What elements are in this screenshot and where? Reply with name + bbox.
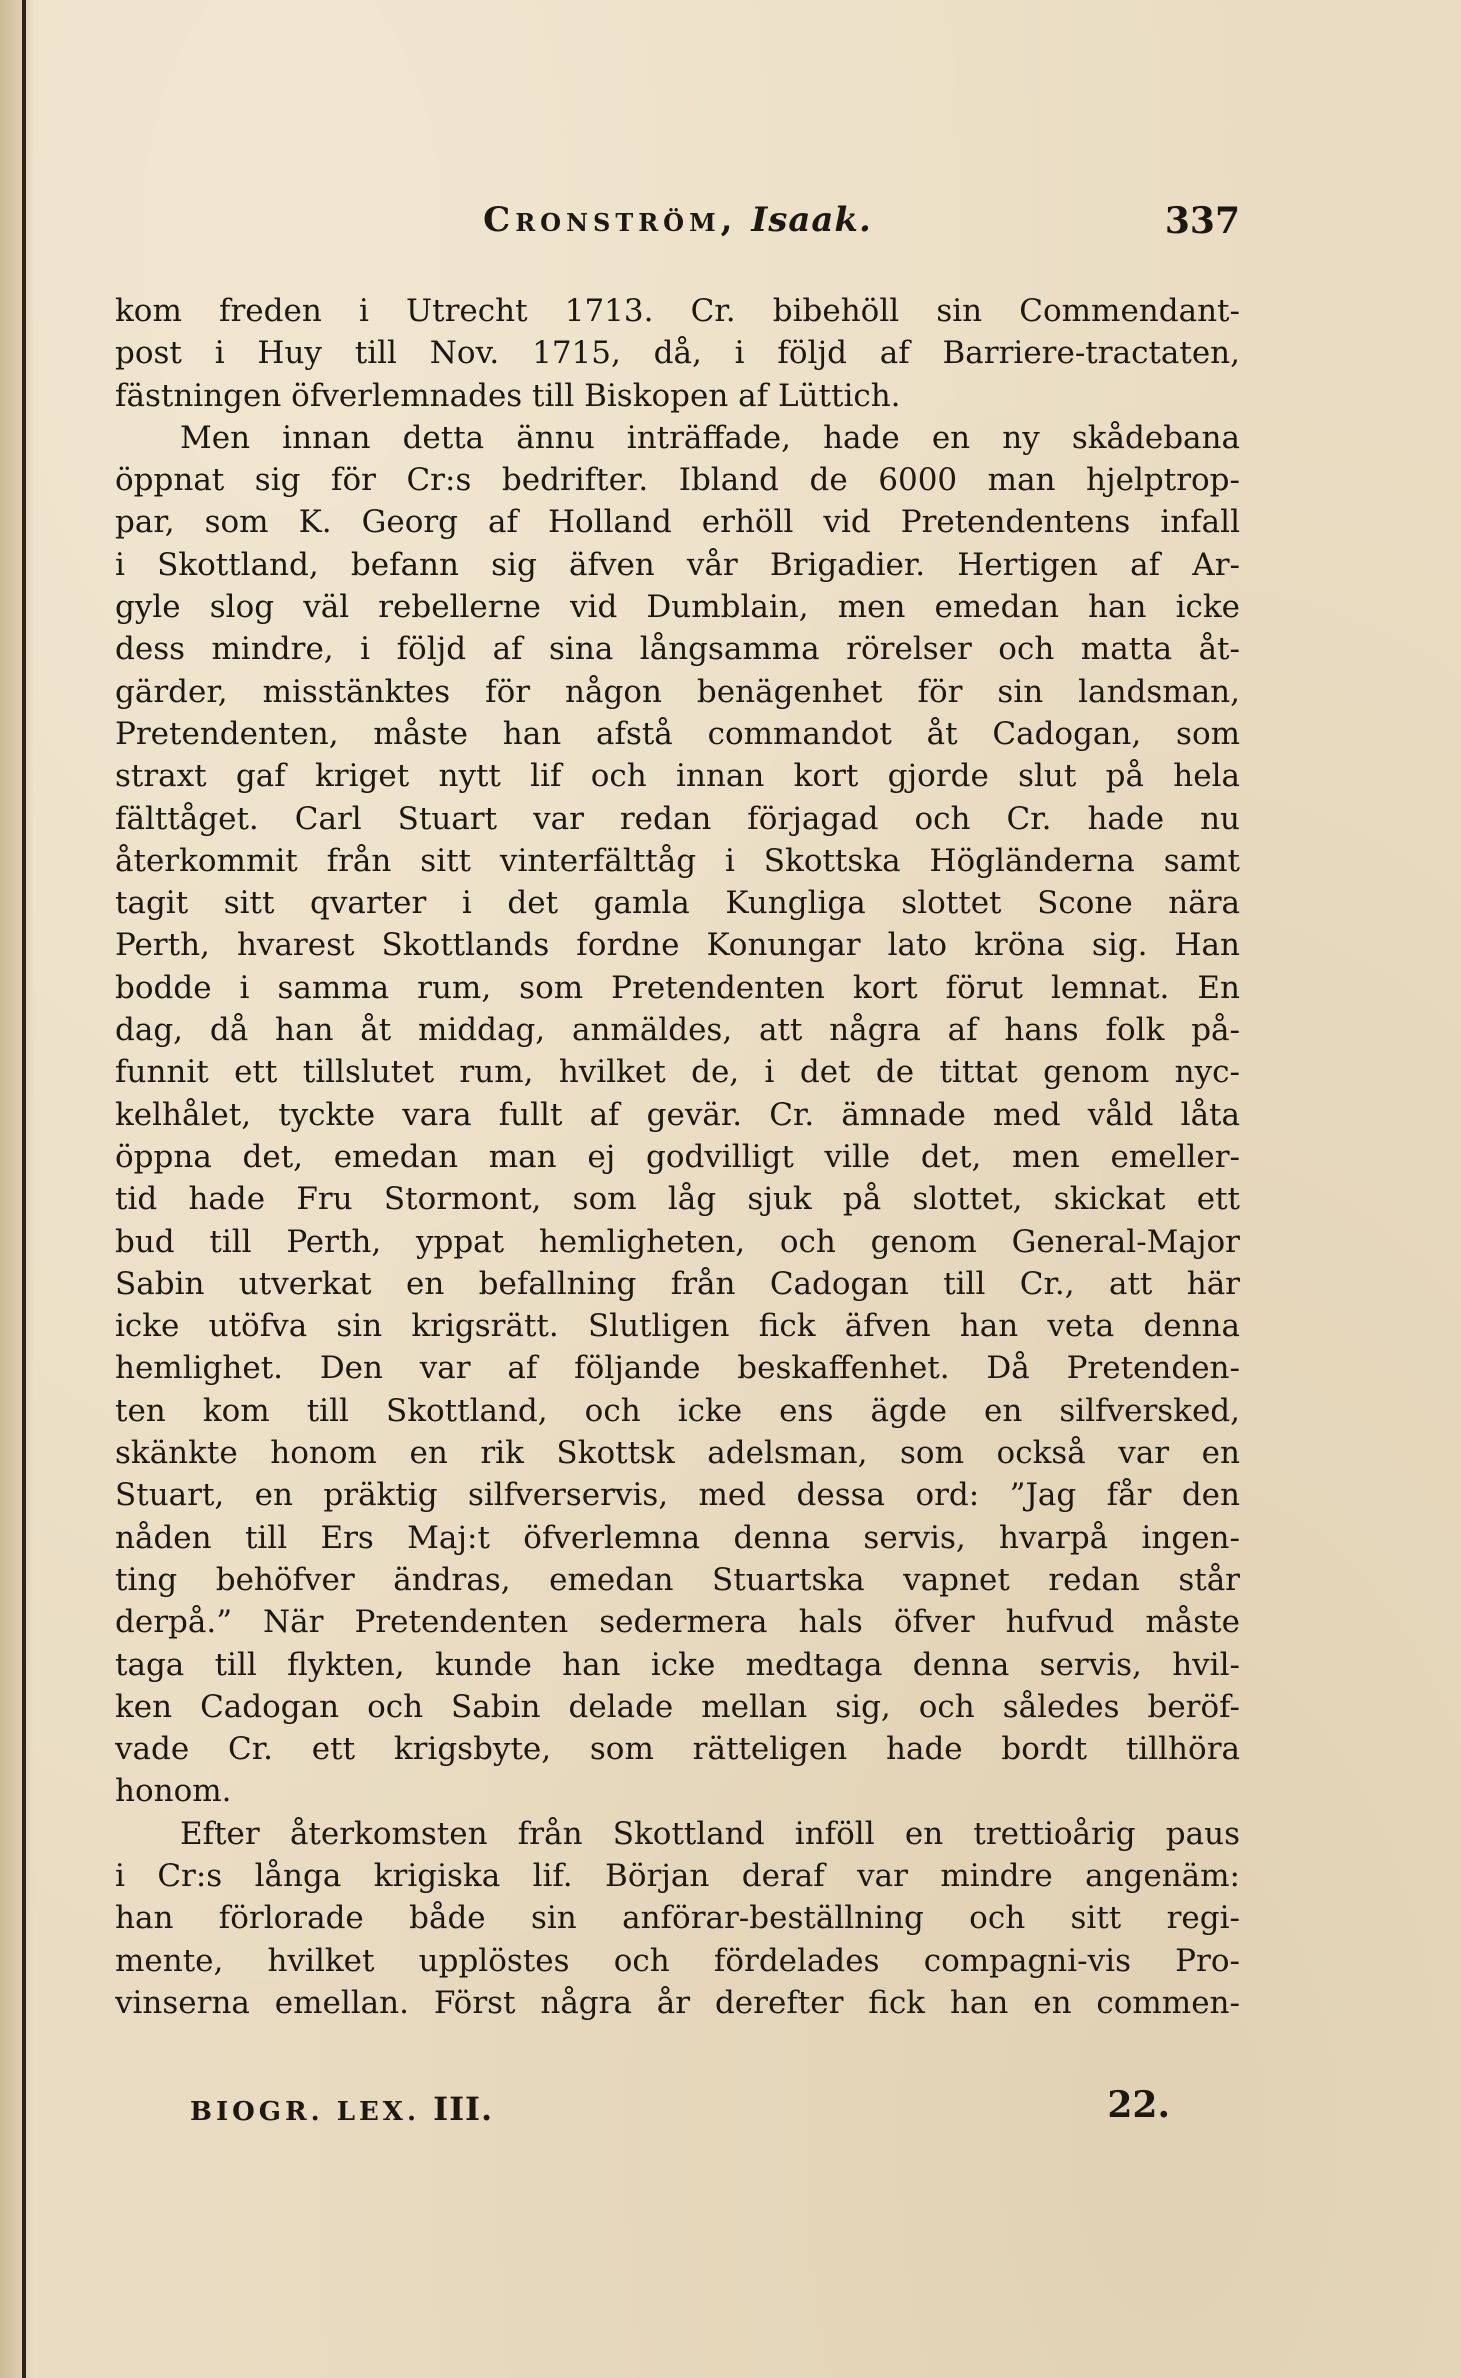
text-line: fästningen öfverlemnades till Biskopen af Lüttich. bbox=[115, 377, 901, 414]
body-text bbox=[115, 290, 1240, 2024]
text-line: fälttåget. Carl Stuart var redan förjagad och Cr. hade nu bbox=[115, 800, 1240, 837]
text-line: par, som K. Georg af Holland erhöll vid Pretendentens infall bbox=[115, 504, 1240, 541]
text-line: nåden till Ers Maj:t öfverlemna denna servis, hvarpå ingen- bbox=[115, 1519, 1240, 1556]
text-line: i Cr:s långa krigiska lif. Början deraf var mindre angenäm: bbox=[115, 1857, 1240, 1894]
text-line: vinserna emellan. Först några år derefter fick han en commen- bbox=[115, 1984, 1240, 2021]
text-line: taga till flykten, kunde han icke medtaga denna servis, hvil- bbox=[115, 1646, 1240, 1683]
text-line: Men innan detta ännu inträffade, hade en ny skådebana bbox=[180, 419, 1240, 456]
volume-number: III. bbox=[433, 2090, 494, 2128]
text-line: gyle slog väl rebellerne vid Dumblain, men emedan han icke bbox=[115, 589, 1240, 626]
text-line: icke utöfva sin krigsrätt. Slutligen fick äfven han veta denna bbox=[115, 1308, 1240, 1345]
text-line: ten kom till Skottland, och icke ens ägde en silfversked, bbox=[115, 1392, 1240, 1429]
text-line: han förlorade både sin anförar-beställning och sitt regi- bbox=[115, 1900, 1240, 1937]
binding-edge-line bbox=[22, 0, 26, 2378]
text-line: tagit sitt qvarter i det gamla Kungliga slottet Scone nära bbox=[115, 885, 1240, 922]
text-line: öppna det, emedan man ej godvilligt ville det, men emeller- bbox=[115, 1138, 1240, 1175]
page-footer bbox=[190, 2084, 1170, 2140]
page-spine-shadow bbox=[0, 0, 34, 2378]
text-line: kelhålet, tyckte vara fullt af gevär. Cr. ämnade med våld låta bbox=[115, 1096, 1240, 1133]
text-line: Pretendenten, måste han afstå commandot åt Cadogan, som bbox=[115, 715, 1240, 752]
text-line: ken Cadogan och Sabin delade mellan sig, och således beröf- bbox=[115, 1688, 1240, 1725]
text-line: skänkte honom en rik Skottsk adelsman, som också var en bbox=[115, 1435, 1240, 1472]
text-line: Stuart, en präktig silfverservis, med dessa ord: ”Jag får den bbox=[115, 1477, 1240, 1514]
text-line: öppnat sig för Cr:s bedrifter. Ibland de 6000 man hjelptrop- bbox=[115, 462, 1240, 499]
text-line: mente, hvilket upplöstes och fördelades compagni-vis Pro- bbox=[115, 1942, 1240, 1979]
running-head-given-name: Isaak. bbox=[751, 200, 872, 240]
text-line: Sabin utverkat en befallning från Cadogan till Cr., att här bbox=[115, 1265, 1240, 1302]
text-line: Perth, hvarest Skottlands fordne Konungar lato kröna sig. Han bbox=[115, 927, 1240, 964]
sheet-number: 22. bbox=[1107, 2084, 1170, 2126]
text-line: Efter återkomsten från Skottland inföll en trettioårig paus bbox=[180, 1815, 1240, 1852]
text-line: dag, då han åt middag, anmäldes, att några af hans folk på- bbox=[115, 1012, 1240, 1049]
text-line: bud till Perth, yppat hemligheten, och genom General-Major bbox=[115, 1223, 1240, 1260]
text-line: dess mindre, i följd af sina långsamma rörelser och matta åt- bbox=[115, 631, 1240, 668]
text-line: derpå.” När Pretendenten sedermera hals öfver hufvud måste bbox=[115, 1604, 1240, 1641]
running-head-name: Cronström, bbox=[483, 200, 738, 240]
text-line: straxt gaf kriget nytt lif och innan kort gjorde slut på hela bbox=[115, 758, 1240, 795]
text-line: bodde i samma rum, som Pretendenten kort förut lemnat. En bbox=[115, 969, 1240, 1006]
text-line: tid hade Fru Stormont, som låg sjuk på slottet, skickat ett bbox=[115, 1181, 1240, 1218]
text-line: återkommit från sitt vinterfälttåg i Skottska Högländerna samt bbox=[115, 842, 1240, 879]
signature-label: BIOGR. LEX. bbox=[190, 2097, 421, 2127]
running-head bbox=[115, 200, 1240, 240]
text-line: i Skottland, befann sig äfven vår Brigadier. Hertigen af Ar- bbox=[115, 546, 1240, 583]
signature-mark bbox=[190, 2090, 493, 2128]
page-header bbox=[115, 200, 1240, 260]
text-line: gärder, misstänktes för någon benägenhet för sin landsman, bbox=[115, 673, 1240, 710]
text-line: post i Huy till Nov. 1715, då, i följd af Barriere-tractaten, bbox=[115, 335, 1240, 372]
text-line: ting behöfver ändras, emedan Stuartska vapnet redan står bbox=[115, 1561, 1240, 1598]
text-line: hemlighet. Den var af följande beskaffenhet. Då Pretenden- bbox=[115, 1350, 1240, 1387]
page-number: 337 bbox=[1164, 200, 1240, 242]
text-line: honom. bbox=[115, 1773, 232, 1810]
text-line: funnit ett tillslutet rum, hvilket de, i det de tittat genom nyc- bbox=[115, 1054, 1240, 1091]
text-line: vade Cr. ett krigsbyte, som rätteligen hade bordt tillhöra bbox=[115, 1731, 1240, 1768]
text-line: kom freden i Utrecht 1713. Cr. bibehöll sin Commendant- bbox=[115, 293, 1240, 329]
